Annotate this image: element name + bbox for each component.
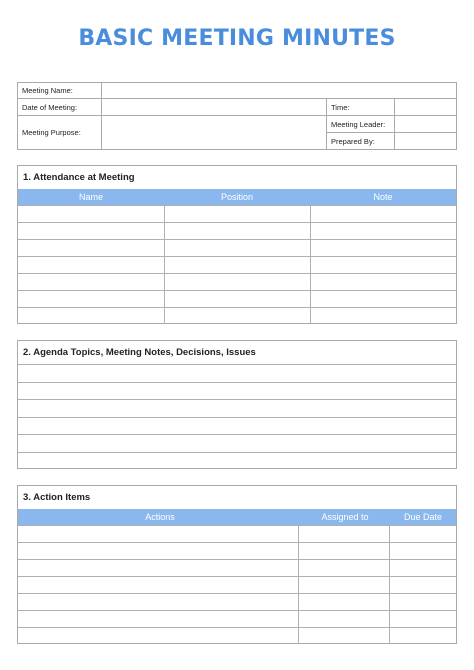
- action-items-title: 3. Action Items: [23, 491, 91, 503]
- meeting-name-label: Meeting Name:: [22, 86, 73, 95]
- column-divider: [389, 525, 390, 643]
- date-of-meeting-label: Date of Meeting:: [22, 102, 78, 112]
- date-of-meeting-field[interactable]: [102, 99, 326, 115]
- column-header-name: Name: [78, 192, 103, 202]
- meeting-purpose-field[interactable]: [102, 116, 326, 149]
- attendance-title: 1. Attendance at Meeting: [23, 171, 135, 183]
- meeting-purpose-label: Meeting Purpose:: [22, 128, 81, 137]
- action-items-header: [18, 509, 456, 525]
- attendance-header: [18, 189, 456, 205]
- column-header-position: Position: [220, 192, 254, 202]
- column-header-due-date: Due Date: [403, 512, 443, 522]
- column-header-assigned-to: Assigned to: [321, 512, 369, 522]
- page-title: BASIC MEETING MINUTES: [78, 26, 396, 51]
- table-row-entry[interactable]: [18, 257, 456, 273]
- attendance-section: [17, 165, 457, 324]
- table-row-entry[interactable]: [18, 400, 456, 417]
- table-row-entry[interactable]: [18, 435, 456, 452]
- table-row-entry[interactable]: [18, 383, 456, 400]
- table-row-entry[interactable]: [18, 526, 456, 542]
- table-row-entry[interactable]: [18, 628, 456, 644]
- action-items-section: [17, 485, 457, 644]
- table-row-entry[interactable]: [18, 206, 456, 222]
- table-row-entry[interactable]: [18, 418, 456, 435]
- table-row-entry[interactable]: [18, 274, 456, 290]
- table-row-entry[interactable]: [18, 308, 456, 324]
- table-row-entry[interactable]: [18, 365, 456, 382]
- column-header-actions: Actions: [145, 512, 175, 522]
- meeting-name-field[interactable]: [102, 83, 456, 98]
- meeting-leader-field[interactable]: [395, 116, 456, 132]
- prepared-by-field[interactable]: [395, 133, 456, 149]
- table-row-entry[interactable]: [18, 453, 456, 470]
- column-divider: [164, 205, 165, 323]
- agenda-section: [17, 340, 457, 469]
- table-row-entry[interactable]: [18, 560, 456, 576]
- agenda-title: 2. Agenda Topics, Meeting Notes, Decisions, Issues: [23, 346, 256, 358]
- table-row-entry[interactable]: [18, 594, 456, 610]
- table-row-entry[interactable]: [18, 223, 456, 239]
- column-divider: [310, 205, 311, 323]
- table-row-entry[interactable]: [18, 291, 456, 307]
- column-divider: [298, 525, 299, 643]
- meeting-leader-label: Meeting Leader:: [331, 119, 386, 129]
- column-header-note: Note: [373, 192, 393, 202]
- meeting-info-table: [17, 82, 457, 150]
- time-label: Time:: [331, 102, 350, 112]
- table-row-entry[interactable]: [18, 543, 456, 559]
- table-row-entry[interactable]: [18, 240, 456, 256]
- table-row-entry[interactable]: [18, 577, 456, 593]
- prepared-by-label: Prepared By:: [331, 136, 375, 146]
- table-row-entry[interactable]: [18, 611, 456, 627]
- time-field[interactable]: [395, 99, 456, 115]
